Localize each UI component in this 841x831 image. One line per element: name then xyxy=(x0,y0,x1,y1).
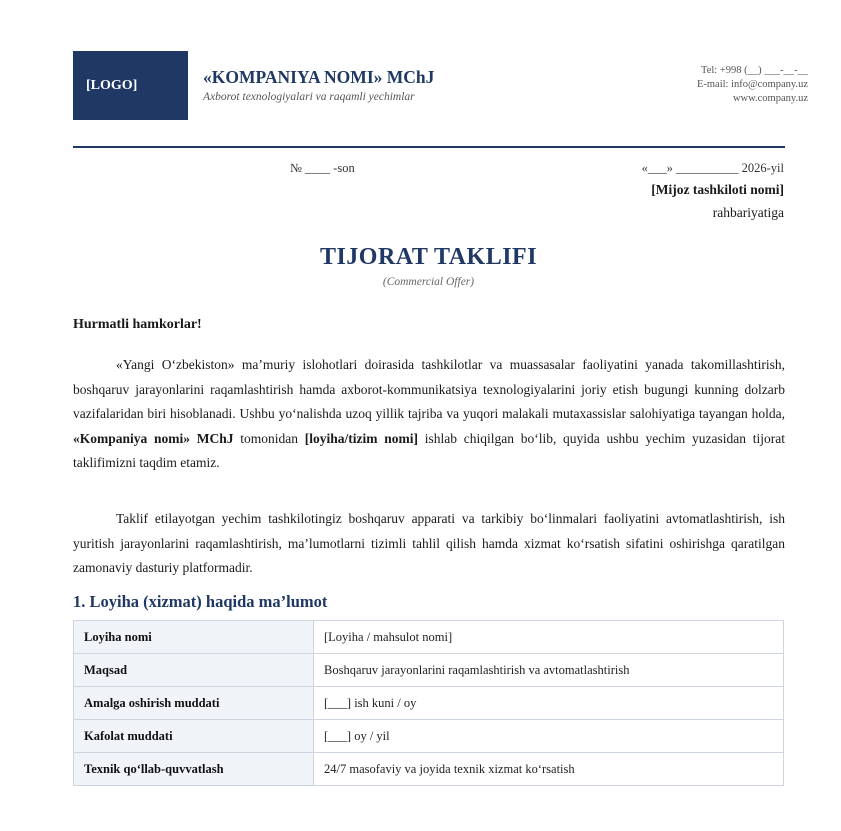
recipient-name: [Mijoz tashkiloti nomi] xyxy=(651,182,784,197)
document-number: № ____ -son xyxy=(290,161,355,175)
row-value: 24/7 masofaviy va joyida texnik xizmat ko‘rsatish xyxy=(314,753,784,786)
company-name: «KOMPANIYA NOMI» MChJ xyxy=(203,67,435,87)
table-row xyxy=(74,720,784,753)
company-logo xyxy=(73,51,188,120)
company-tagline: Axborot texnologiyalari va raqamli yechimlar xyxy=(203,91,415,103)
contact-phone: Tel: +998 (__) ___-__-__ xyxy=(701,65,808,76)
greeting: Hurmatli hamkorlar! xyxy=(73,317,202,332)
intro-project-name: [loyiha/tizim nomi] xyxy=(304,430,418,446)
contact-email: E-mail: info@company.uz xyxy=(696,79,808,90)
row-label: Amalga oshirish muddati xyxy=(74,687,314,720)
table-row xyxy=(74,753,784,786)
contact-website: www.company.uz xyxy=(732,93,808,104)
intro-text-part3: ishlab chiqilgan bo‘lib, quyida ushbu yechim yuzasidan tijorat taklifimizni taqdim etamiz. xyxy=(73,430,785,470)
row-label: Maqsad xyxy=(74,654,314,687)
row-value: [Loyiha / mahsulot nomi] xyxy=(314,621,784,654)
logo-placeholder-label: [LOGO] xyxy=(86,77,138,93)
row-value: [___] ish kuni / oy xyxy=(314,687,784,720)
contact-block xyxy=(697,64,808,106)
table-row xyxy=(74,654,784,687)
table-row xyxy=(74,687,784,720)
intro-text-part1: «Yangi O‘zbekiston» ma’muriy islohotlari doirasida tashkilotlar va muassasalar faoliyatini yanada takomillashtirish, boshqaruv jarayonlarini raqamlashtirish hamda axborot-kommunikatsiya texnologiyalarini joriy etish bugungi kunning dolzarb vazifalaridan biri hisoblanadi. Ushbu yo‘nalishda uzoq yillik tajriba va yuqori malakali mutaxassislar salohiyatiga tayangan holda, xyxy=(73,357,785,421)
section-project-info-title: 1. Loyiha (xizmat) haqida ma’lumot xyxy=(73,592,328,611)
row-label: Kafolat muddati xyxy=(74,720,314,753)
document-title: TIJORAT TAKLIFI xyxy=(319,244,538,270)
offer-paragraph: Taklif etilayotgan yechim tashkilotingiz boshqaruv apparati va tarkibiy bo‘linmalari faoliyatini avtomatlashtirish, ish yuritish jarayonlarini raqamlashtirish, ma’lumotlarni tizimli tahlil qilish hamda xizmat ko‘rsatish sifatini oshirishga qaratilgan zamonaviy dasturiy platformadir. xyxy=(73,511,785,575)
row-label: Loyiha nomi xyxy=(74,621,314,654)
intro-paragraph xyxy=(73,353,785,476)
intro-company-name: «Kompaniya nomi» MChJ xyxy=(73,430,234,446)
document-subtitle: (Commercial Offer) xyxy=(382,276,475,288)
row-value: Boshqaruv jarayonlarini raqamlashtirish va avtomatlashtirish xyxy=(314,654,784,687)
header-divider xyxy=(73,146,785,148)
table-row xyxy=(74,621,784,654)
row-value: [___] oy / yil xyxy=(314,720,784,753)
intro-text-part2: tomonidan xyxy=(233,430,305,446)
row-label: Texnik qo‘llab-quvvatlash xyxy=(74,753,314,786)
document-date: «___» __________ 2026-yil xyxy=(641,161,784,175)
recipient-suffix: rahbariyatiga xyxy=(712,205,784,220)
project-info-table xyxy=(73,620,784,786)
